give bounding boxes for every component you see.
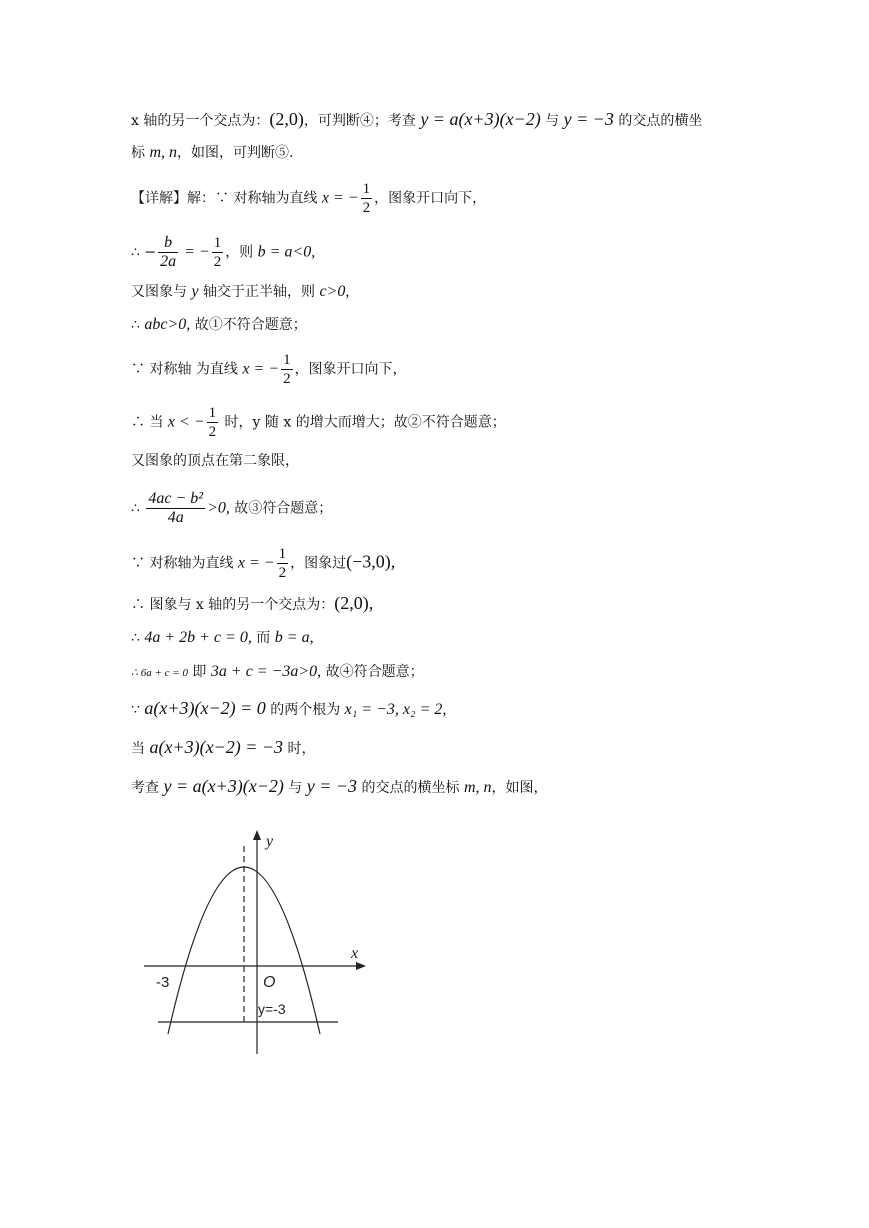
fraction	[361, 180, 373, 217]
math-expression: b = a<0,	[257, 243, 316, 261]
text-line-3	[131, 180, 779, 217]
text-segment: 与	[283, 780, 307, 796]
text-segment: 时，	[283, 741, 316, 757]
math-expression: y = −3	[563, 109, 614, 129]
line-y-neg3-label: y=-3	[258, 1001, 286, 1017]
math-expression: x = −	[242, 360, 280, 378]
text-segment: 又图象与	[131, 284, 192, 300]
text-segment: 时，y 随 x 的增大而增大；故②不符合题意；	[220, 414, 506, 431]
text-segment: ，如图，可判断⑤.	[177, 145, 294, 161]
text-segment: ∴ 图象与 x 轴的另一个交点为：	[131, 597, 335, 613]
math-expression: b = a,	[274, 629, 314, 646]
text-segment: ∴ −	[131, 244, 157, 261]
text-line-10	[131, 490, 779, 527]
text-segment: ∴	[131, 317, 145, 333]
text-segment: 故①不符合题意；	[190, 317, 307, 333]
text-line-14	[131, 661, 779, 684]
math-expression: c>0,	[319, 283, 350, 300]
neg-three-label: -3	[156, 974, 170, 991]
y-axis-arrow	[253, 830, 261, 840]
fraction-denominator: 2	[213, 254, 222, 270]
fraction-denominator: 2	[283, 371, 291, 387]
text-segment: ，图象开口向下，	[294, 361, 407, 378]
math-expression: x < −	[167, 413, 205, 431]
text-segment: ，如图，	[491, 780, 548, 796]
origin-label: O	[263, 974, 276, 991]
fraction	[281, 351, 293, 388]
text-line-7	[131, 351, 779, 388]
fraction-numerator: 1	[278, 546, 287, 562]
math-expression: (−3,0),	[346, 551, 396, 572]
text-segment: 轴交于正半轴，则	[198, 284, 320, 300]
fraction	[212, 234, 224, 271]
y-axis-label: y	[266, 833, 274, 850]
math-expression: 3a + c = −3a>0,	[210, 663, 322, 680]
text-segment: ∵ 对称轴为直线	[131, 555, 238, 572]
fraction	[146, 490, 205, 527]
text-line-13	[131, 627, 779, 649]
fraction-numerator: 1	[208, 405, 217, 421]
math-expression: y = a(x+3)(x−2)	[420, 109, 541, 129]
fraction	[277, 545, 289, 582]
math-expression: x₁ = −3, x₂ = 2,	[344, 701, 447, 718]
math-expression: >0,	[207, 499, 230, 517]
math-expression: x = −	[237, 554, 275, 572]
text-segment: x 轴的另一个交点为：	[131, 113, 270, 129]
text-line-4	[131, 234, 779, 271]
math-expression: (2,0)	[269, 109, 304, 129]
text-line-5	[131, 281, 779, 303]
text-segment: ∴	[131, 630, 145, 646]
fraction	[207, 404, 219, 441]
text-segment: ，图象过	[290, 555, 347, 572]
text-line-9	[131, 450, 779, 472]
fraction-denominator: 2a	[160, 253, 177, 270]
text-line-12	[131, 592, 779, 616]
math-expression: ∴ 6a + c = 0	[131, 667, 188, 679]
math-expression: a(x+3)(x−2) = 0	[144, 698, 266, 718]
math-expression: = −	[180, 243, 210, 261]
text-line-15	[131, 697, 779, 721]
math-expression: 4a + 2b + c = 0,	[144, 629, 252, 646]
text-segment: ∴ 当	[131, 414, 168, 431]
text-segment: 与	[540, 113, 564, 129]
text-segment: 标	[131, 145, 150, 161]
text-segment: 而	[251, 630, 275, 646]
math-expression: (2,0),	[334, 593, 374, 613]
text-segment: ∵	[131, 702, 145, 718]
parabola-figure	[138, 822, 378, 1062]
fraction-denominator: 4a	[146, 508, 205, 527]
fraction-numerator: b	[164, 234, 173, 251]
fraction-numerator: 1	[213, 235, 222, 251]
fraction-denominator: 2	[278, 565, 287, 581]
text-segment: 当	[131, 741, 150, 757]
text-line-1	[131, 108, 779, 132]
math-expression: m, n	[149, 144, 178, 161]
text-segment: ，可判断④；考查	[303, 113, 421, 129]
text-line-16	[131, 736, 779, 760]
fraction-numerator: 1	[362, 181, 371, 197]
text-line-17	[131, 775, 779, 799]
fraction	[158, 234, 178, 271]
x-axis-arrow	[356, 962, 366, 970]
fraction-numerator: 4ac − b²	[148, 490, 204, 507]
text-segment: 又图象的顶点在第二象限，	[131, 453, 299, 469]
text-segment: 的两个根为	[265, 702, 345, 718]
text-segment: ，图象开口向下，	[374, 190, 487, 207]
text-segment: 考查	[131, 780, 164, 796]
fraction-denominator: 2	[362, 200, 371, 216]
text-segment: ，则	[225, 244, 258, 261]
math-expression: abc>0,	[144, 316, 191, 333]
fraction-numerator: 1	[283, 352, 291, 368]
text-segment: ∵ 对称轴 为直线	[131, 361, 243, 378]
x-axis-label: x	[351, 945, 359, 962]
math-expression: m, n	[463, 779, 492, 796]
text-line-6	[131, 314, 779, 336]
math-expression: y = a(x+3)(x−2)	[163, 776, 284, 796]
math-expression: a(x+3)(x−2) = −3	[149, 737, 283, 757]
text-segment: ∴	[131, 500, 145, 517]
math-expression: y	[191, 283, 199, 300]
text-segment: 故③符合题意；	[229, 500, 333, 517]
text-segment: 的交点的横坐	[613, 113, 703, 129]
text-segment: 【详解】解：∵ 对称轴为直线	[131, 190, 322, 207]
text-line-11	[131, 545, 779, 582]
math-expression: x = −	[321, 189, 359, 207]
math-expression: y = −3	[306, 776, 358, 796]
text-segment: 故④符合题意；	[321, 664, 424, 680]
fraction-denominator: 2	[208, 424, 217, 440]
text-line-8	[131, 404, 779, 441]
text-segment: 的交点的横坐标	[357, 780, 464, 796]
text-line-2	[131, 142, 779, 164]
text-segment: 即	[187, 664, 211, 680]
